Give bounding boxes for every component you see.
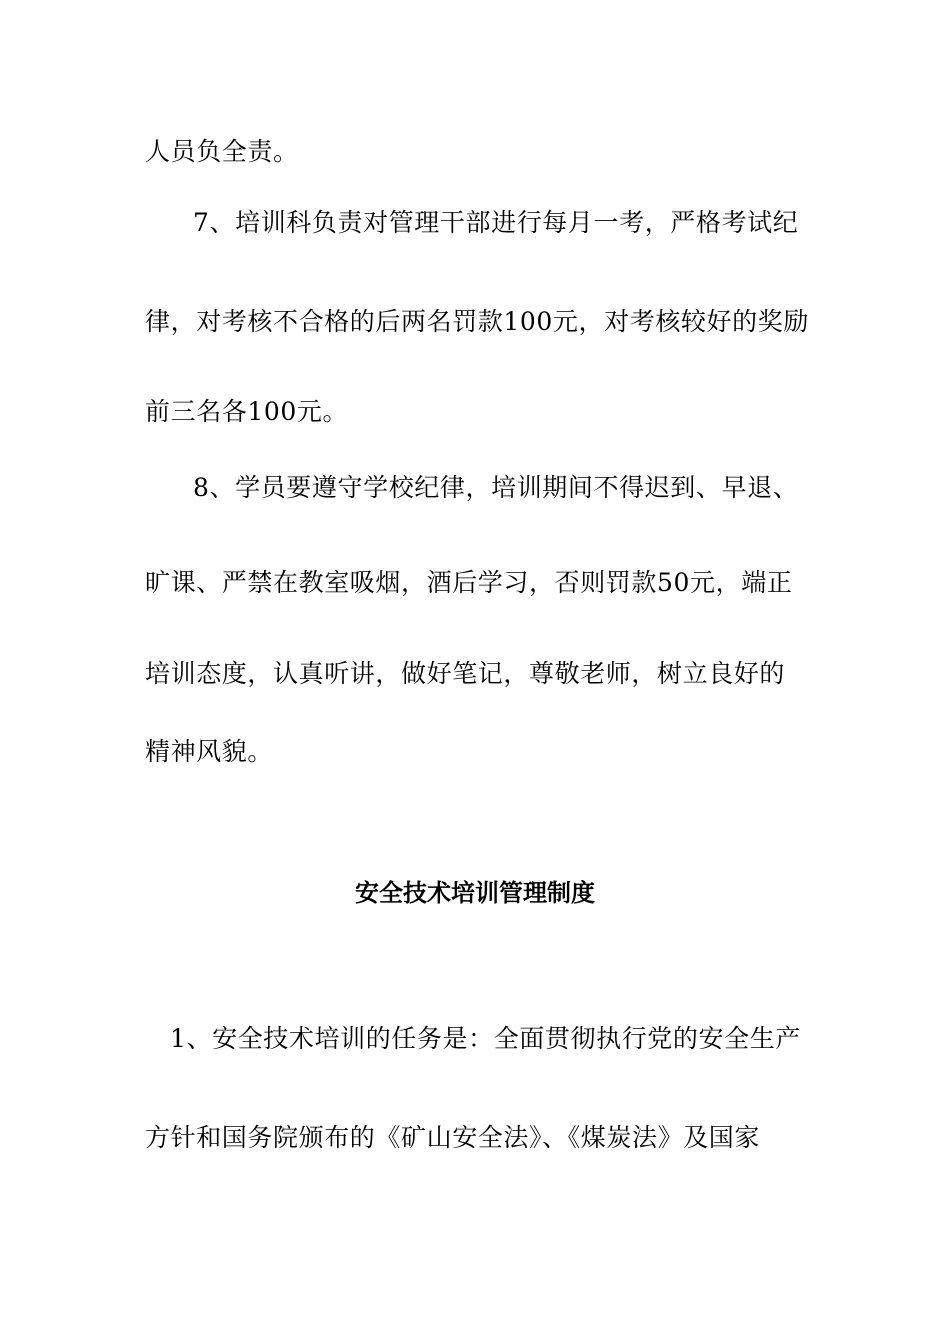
paragraph-line: 8、学员要遵守学校纪律，培训期间不得迟到、早退、 [193,473,799,502]
paragraph-line: 人员负全责。 [145,137,299,166]
paragraph-line: 方针和国务院颁布的《矿山安全法》、《煤炭法》及国家 [145,1123,761,1152]
paragraph-line: 7、培训科负责对管理干部进行每月一考，严格考试纪 [193,208,799,237]
paragraph-line: 精神风貌。 [145,737,274,766]
paragraph-line: 培训态度，认真听讲，做好笔记，尊敬老师，树立良好的 [145,659,786,688]
paragraph-line: 前三名各100元。 [145,397,349,426]
section-title: 安全技术培训管理制度 [355,878,595,907]
paragraph-line: 1、安全技术培训的任务是：全面贯彻执行党的安全生产 [170,1024,801,1053]
paragraph-line: 律，对考核不合格的后两名罚款100元，对考核较好的奖励 [145,307,809,336]
paragraph-line: 旷课、严禁在教室吸烟，酒后学习，否则罚款50元，端正 [145,568,793,597]
